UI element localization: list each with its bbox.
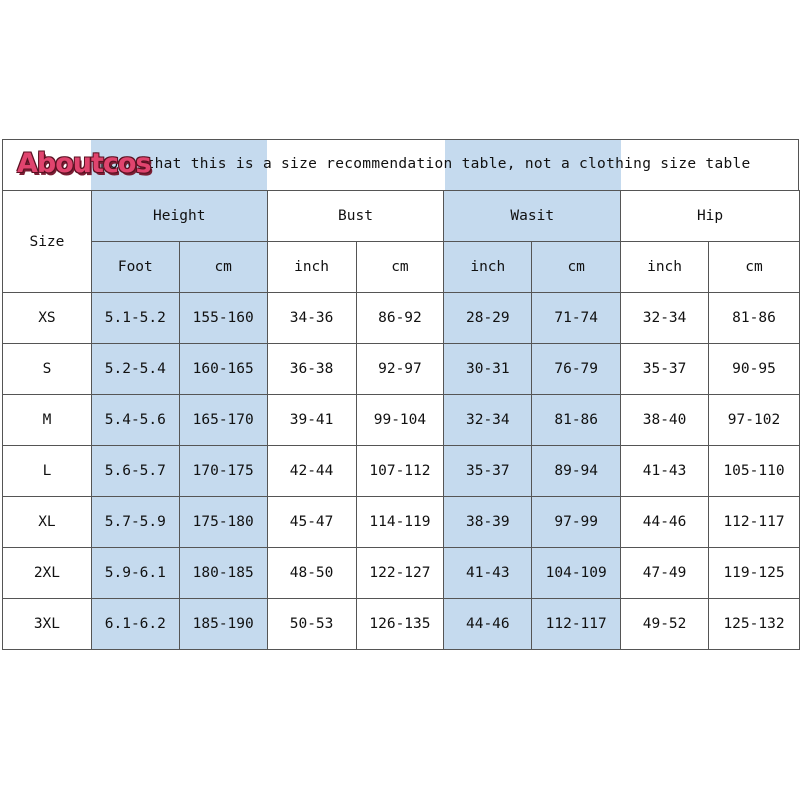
bust-inch-cell: 45-47	[267, 497, 356, 548]
bust-inch-cell: 39-41	[267, 395, 356, 446]
bust-inch-cell: 36-38	[267, 344, 356, 395]
size-chart	[2, 139, 800, 661]
hip-inch-cell: 32-34	[621, 293, 709, 344]
height-foot-cell: 5.9-6.1	[91, 548, 179, 599]
unit-header-row	[3, 242, 800, 293]
notice-text: Note that this is a size recommendation table, not a clothing size table	[100, 156, 751, 172]
height-cm-cell: 185-190	[179, 599, 267, 650]
table-row	[3, 497, 800, 548]
brand-watermark: Aboutcos	[17, 148, 151, 179]
waist-inch-cell: 38-39	[444, 497, 532, 548]
hip-cm-cell: 125-132	[709, 599, 800, 650]
hip-inch-cell: 49-52	[621, 599, 709, 650]
table-row	[3, 395, 800, 446]
size-column-header: Size	[3, 191, 92, 293]
table-row	[3, 599, 800, 650]
height-foot-cell: 5.6-5.7	[91, 446, 179, 497]
waist-cm-cell: 97-99	[532, 497, 621, 548]
hip-cm-cell: 90-95	[709, 344, 800, 395]
hip-inch-cell: 47-49	[621, 548, 709, 599]
height-cm-cell: 160-165	[179, 344, 267, 395]
bust-inch-cell: 50-53	[267, 599, 356, 650]
hip-cm-cell: 112-117	[709, 497, 800, 548]
waist-cm-cell: 71-74	[532, 293, 621, 344]
height-foot-cell: 5.1-5.2	[91, 293, 179, 344]
table-row	[3, 344, 800, 395]
bust-cm-cell: 92-97	[356, 344, 444, 395]
waist-inch-cell: 32-34	[444, 395, 532, 446]
hip-cm-cell: 81-86	[709, 293, 800, 344]
height-foot-cell: 5.4-5.6	[91, 395, 179, 446]
height-foot-unit: Foot	[91, 242, 179, 293]
waist-inch-cell: 28-29	[444, 293, 532, 344]
group-header-row	[3, 191, 800, 242]
size-table	[2, 190, 800, 650]
height-foot-cell: 5.2-5.4	[91, 344, 179, 395]
height-cm-cell: 175-180	[179, 497, 267, 548]
size-cell: S	[3, 344, 92, 395]
table-row	[3, 293, 800, 344]
size-cell: 2XL	[3, 548, 92, 599]
height-cm-unit: cm	[179, 242, 267, 293]
waist-inch-cell: 30-31	[444, 344, 532, 395]
size-cell: XL	[3, 497, 92, 548]
hip-cm-cell: 97-102	[709, 395, 800, 446]
waist-inch-cell: 41-43	[444, 548, 532, 599]
waist-cm-unit: cm	[532, 242, 621, 293]
size-cell: L	[3, 446, 92, 497]
table-row	[3, 446, 800, 497]
waist-cm-cell: 76-79	[532, 344, 621, 395]
waist-inch-unit: inch	[444, 242, 532, 293]
hip-inch-unit: inch	[621, 242, 709, 293]
waist-cm-cell: 112-117	[532, 599, 621, 650]
waist-inch-cell: 35-37	[444, 446, 532, 497]
bust-cm-cell: 99-104	[356, 395, 444, 446]
waist-inch-cell: 44-46	[444, 599, 532, 650]
hip-group-header: Hip	[621, 191, 800, 242]
size-cell: M	[3, 395, 92, 446]
hip-inch-cell: 38-40	[621, 395, 709, 446]
bust-group-header: Bust	[267, 191, 444, 242]
waist-cm-cell: 104-109	[532, 548, 621, 599]
height-foot-cell: 5.7-5.9	[91, 497, 179, 548]
bust-inch-cell: 34-36	[267, 293, 356, 344]
bust-inch-cell: 48-50	[267, 548, 356, 599]
height-cm-cell: 165-170	[179, 395, 267, 446]
notice-bar	[2, 139, 799, 190]
table-row	[3, 548, 800, 599]
bust-inch-unit: inch	[267, 242, 356, 293]
hip-inch-cell: 44-46	[621, 497, 709, 548]
height-group-header: Height	[91, 191, 267, 242]
size-cell: XS	[3, 293, 92, 344]
bust-cm-unit: cm	[356, 242, 444, 293]
height-foot-cell: 6.1-6.2	[91, 599, 179, 650]
size-cell: 3XL	[3, 599, 92, 650]
waist-cm-cell: 89-94	[532, 446, 621, 497]
bust-cm-cell: 126-135	[356, 599, 444, 650]
bust-cm-cell: 122-127	[356, 548, 444, 599]
hip-inch-cell: 35-37	[621, 344, 709, 395]
bust-cm-cell: 86-92	[356, 293, 444, 344]
hip-cm-cell: 119-125	[709, 548, 800, 599]
height-cm-cell: 180-185	[179, 548, 267, 599]
waist-group-header: Wasit	[444, 191, 621, 242]
bust-inch-cell: 42-44	[267, 446, 356, 497]
hip-inch-cell: 41-43	[621, 446, 709, 497]
hip-cm-cell: 105-110	[709, 446, 800, 497]
waist-cm-cell: 81-86	[532, 395, 621, 446]
height-cm-cell: 155-160	[179, 293, 267, 344]
hip-cm-unit: cm	[709, 242, 800, 293]
height-cm-cell: 170-175	[179, 446, 267, 497]
bust-cm-cell: 107-112	[356, 446, 444, 497]
bust-cm-cell: 114-119	[356, 497, 444, 548]
